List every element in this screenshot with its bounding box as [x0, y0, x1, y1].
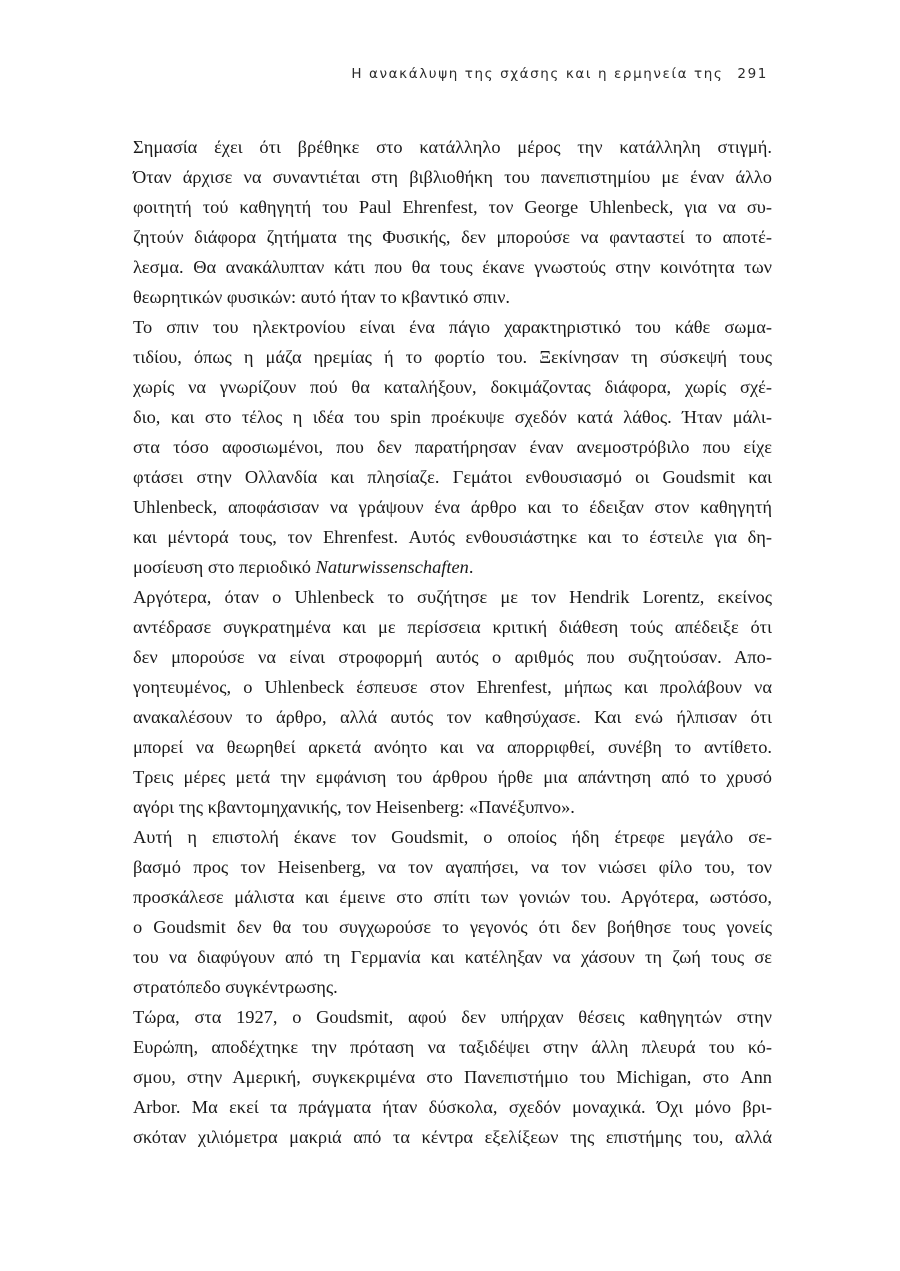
text-line: μπορεί να θεωρηθεί αρκετά ανόητο και να απορριφθεί, συνέβη το αντίθετο. — [133, 737, 772, 757]
paragraph — [133, 1002, 772, 1152]
text-fragment: . — [468, 557, 474, 577]
text-line: Αυτή η επιστολή έκανε τον Goudsmit, ο οποίος ήδη έτρεφε μεγάλο σε- — [133, 827, 772, 847]
paragraph — [133, 822, 772, 1002]
text-line: γοητευμένος, ο Uhlenbeck έσπευσε στον Ehrenfest, μήπως και προλάβουν να — [133, 677, 772, 697]
text-line: βασμό προς τον Heisenberg, να τον αγαπήσει, να τον νιώσει φίλο του, τον — [133, 857, 772, 877]
body-text — [133, 132, 772, 1152]
text-line: του να διαφύγουν από τη Γερμανία και κατέληξαν να χάσουν τη ζωή τους σε — [133, 947, 772, 967]
text-line: ανακαλέσουν το άρθρο, αλλά αυτός τον καθησύχασε. Και ενώ ήλπισαν ότι — [133, 707, 772, 727]
journal-title: Naturwissenschaften — [315, 557, 469, 577]
text-line: Uhlenbeck, αποφάσισαν να γράψουν ένα άρθρο και το έδειξαν στον καθηγητή — [133, 497, 772, 517]
text-line: φοιτητή τού καθηγητή του Paul Ehrenfest, τον George Uhlenbeck, για να συ- — [133, 197, 772, 217]
text-line: λεσμα. Θα ανακάλυπταν κάτι που θα τους έκανε γνωστούς στην κοινότητα των — [133, 257, 772, 277]
text-line: ζητούν διάφορα ζητήματα της Φυσικής, δεν μπορούσε να φανταστεί το αποτέ- — [133, 227, 772, 247]
running-header — [330, 66, 768, 82]
text-line: Σημασία έχει ότι βρέθηκε στο κατάλληλο μέρος την κατάλληλη στιγμή. — [133, 137, 772, 157]
text-line: στρατόπεδο συγκέντρωσης. — [133, 977, 338, 997]
text-line: θεωρητικών φυσικών: αυτό ήταν το κβαντικό σπιν. — [133, 287, 510, 307]
text-fragment: μοσίευση στο περιοδικό — [133, 557, 316, 577]
chapter-title: Η ανακάλυψη της σχάσης και η ερμηνεία της — [351, 66, 724, 82]
text-line: σμου, στην Αμερική, συγκεκριμένα στο Πανεπιστήμιο του Michigan, στο Ann — [133, 1067, 772, 1087]
text-line: Όταν άρχισε να συναντιέται στη βιβλιοθήκη του πανεπιστημίου με έναν άλλο — [133, 167, 772, 187]
text-line: φτάσει στην Ολλανδία και πλησίαζε. Γεμάτοι ενθουσιασμό οι Goudsmit και — [133, 467, 772, 487]
text-line: Τρεις μέρες μετά την εμφάνιση του άρθρου ήρθε μια απάντηση από το χρυσό — [133, 767, 772, 787]
text-line: και μέντορά τους, τον Ehrenfest. Αυτός ενθουσιάστηκε και το έστειλε για δη- — [133, 527, 772, 547]
text-line: προσκάλεσε μάλιστα και έμεινε στο σπίτι των γονιών του. Αργότερα, ωστόσο, — [133, 887, 772, 907]
text-line — [133, 552, 772, 582]
text-line: Αργότερα, όταν ο Uhlenbeck το συζήτησε με τον Hendrik Lorentz, εκείνος — [133, 587, 772, 607]
text-line: αντέδρασε συγκρατημένα και με περίσσεια κριτική διάθεση τούς απέδειξε ότι — [133, 617, 772, 637]
text-line: σκόταν χιλιόμετρα μακριά από τα κέντρα εξελίξεων της επιστήμης του, αλλά — [133, 1127, 772, 1147]
paragraph — [133, 582, 772, 822]
text-line: δεν μπορούσε να είναι στροφορμή αυτός ο αριθμός που συζητούσαν. Απο- — [133, 647, 772, 667]
paragraph — [133, 132, 772, 312]
text-line: Ευρώπη, αποδέχτηκε την πρόταση να ταξιδέψει στην άλλη πλευρά του κό- — [133, 1037, 772, 1057]
text-line: τιδίου, όπως η μάζα ηρεμίας ή το φορτίο του. Ξεκίνησαν τη σύσκεψή τους — [133, 347, 772, 367]
text-line: Τώρα, στα 1927, ο Goudsmit, αφού δεν υπήρχαν θέσεις καθηγητών στην — [133, 1007, 772, 1027]
text-line: διο, και στο τέλος η ιδέα του spin προέκυψε σχεδόν κατά λάθος. Ήταν μάλι- — [133, 407, 772, 427]
page-number: 291 — [737, 66, 768, 82]
text-line: χωρίς να γνωρίζουν πού θα καταλήξουν, δοκιμάζοντας διάφορα, χωρίς σχέ- — [133, 377, 772, 397]
text-line: στα τόσο αφοσιωμένοι, που δεν παρατήρησαν έναν ανεμοστρόβιλο που είχε — [133, 437, 772, 457]
text-line: αγόρι της κβαντομηχανικής, τον Heisenberg: «Πανέξυπνο». — [133, 797, 575, 817]
text-line: Το σπιν του ηλεκτρονίου είναι ένα πάγιο χαρακτηριστικό του κάθε σωμα- — [133, 317, 772, 337]
text-line: Arbor. Μα εκεί τα πράγματα ήταν δύσκολα, σχεδόν μοναχικά. Όχι μόνο βρι- — [133, 1097, 772, 1117]
paragraph — [133, 312, 772, 582]
text-line: ο Goudsmit δεν θα του συγχωρούσε το γεγονός ότι δεν βοήθησε τους γονείς — [133, 917, 772, 937]
